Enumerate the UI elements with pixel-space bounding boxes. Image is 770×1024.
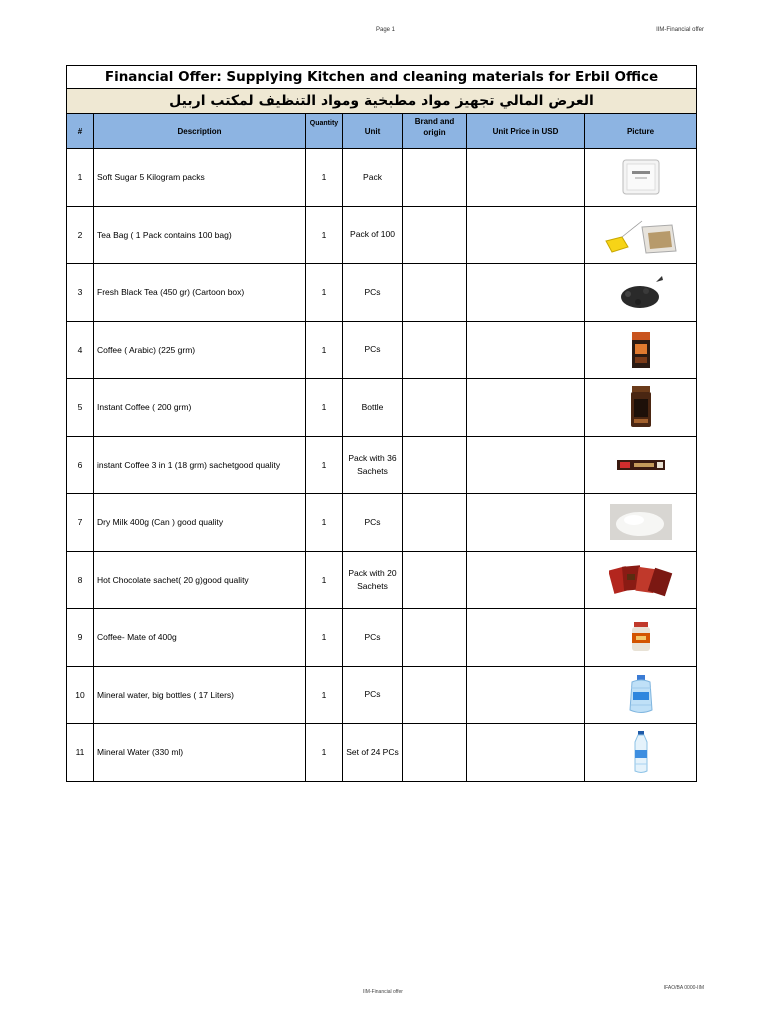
row-quantity: 1 [306, 206, 343, 264]
row-quantity: 1 [306, 666, 343, 724]
row-unit-price-input[interactable] [467, 551, 585, 609]
table-row [67, 494, 697, 552]
row-unit-price-input[interactable] [467, 206, 585, 264]
row-quantity: 1 [306, 436, 343, 494]
row-unit: Pack of 100 [343, 206, 403, 264]
coffee-jar-icon [629, 385, 653, 429]
row-unit: PCs [343, 321, 403, 379]
row-description: Coffee- Mate of 400g [94, 609, 306, 667]
col-header-unit-price: Unit Price in USD [467, 114, 585, 149]
col-header-picture: Picture [585, 114, 697, 149]
row-brand-input[interactable] [403, 494, 467, 552]
row-number: 10 [67, 666, 94, 724]
row-description: Mineral Water (330 ml) [94, 724, 306, 782]
row-number: 4 [67, 321, 94, 379]
col-header-description: Description [94, 114, 306, 149]
footer-reference: IIM-Financial offer [363, 989, 403, 995]
row-unit-price-input[interactable] [467, 494, 585, 552]
row-unit-price-input[interactable] [467, 321, 585, 379]
row-brand-input[interactable] [403, 149, 467, 207]
row-unit: Pack [343, 149, 403, 207]
table-row [67, 436, 697, 494]
row-number: 2 [67, 206, 94, 264]
row-unit: PCs [343, 494, 403, 552]
row-description: Soft Sugar 5 Kilogram packs [94, 149, 306, 207]
financial-offer-table [66, 65, 697, 782]
file-reference: IIM-Financial offer [656, 27, 704, 33]
row-unit-price-input[interactable] [467, 149, 585, 207]
coffee-sachet-icon [616, 458, 666, 472]
row-number: 9 [67, 609, 94, 667]
row-description: instant Coffee 3 in 1 (18 grm) sachetgood quality [94, 436, 306, 494]
row-unit: PCs [343, 264, 403, 322]
row-number: 3 [67, 264, 94, 322]
row-quantity: 1 [306, 149, 343, 207]
row-quantity: 1 [306, 724, 343, 782]
table-row [67, 379, 697, 437]
water-bottle-icon [631, 730, 651, 774]
row-unit: Bottle [343, 379, 403, 437]
row-number: 8 [67, 551, 94, 609]
table-row [67, 551, 697, 609]
row-quantity: 1 [306, 379, 343, 437]
row-brand-input[interactable] [403, 666, 467, 724]
row-unit-price-input[interactable] [467, 379, 585, 437]
water-jug-icon [626, 674, 656, 716]
tea-bag-icon [602, 215, 680, 255]
row-number: 6 [67, 436, 94, 494]
loose-tea-icon [616, 272, 666, 312]
row-description: Mineral water, big bottles ( 17 Liters) [94, 666, 306, 724]
row-number: 5 [67, 379, 94, 437]
row-unit: Pack with 36 Sachets [343, 436, 403, 494]
table-row [67, 609, 697, 667]
row-unit-price-input[interactable] [467, 264, 585, 322]
row-description: Hot Chocolate sachet( 20 g)good quality [94, 551, 306, 609]
row-unit: PCs [343, 666, 403, 724]
row-description: Dry Milk 400g (Can ) good quality [94, 494, 306, 552]
row-number: 7 [67, 494, 94, 552]
col-header-quantity: Quantity [306, 114, 343, 149]
page-number: Page 1 [376, 27, 396, 33]
sugar-bag-icon [618, 157, 664, 197]
col-header-brand: Brand and origin [403, 114, 467, 149]
table-row [67, 321, 697, 379]
row-description: Tea Bag ( 1 Pack contains 100 bag) [94, 206, 306, 264]
row-unit: PCs [343, 609, 403, 667]
row-brand-input[interactable] [403, 206, 467, 264]
row-quantity: 1 [306, 264, 343, 322]
footer-code: IFAO/BA 0000-IIM [663, 985, 704, 991]
row-number: 11 [67, 724, 94, 782]
col-header-number: # [67, 114, 94, 149]
chocolate-sachets-icon [609, 560, 673, 600]
table-header [67, 114, 697, 149]
row-brand-input[interactable] [403, 609, 467, 667]
milk-powder-icon [610, 504, 672, 540]
table-row [67, 666, 697, 724]
table-row [67, 206, 697, 264]
row-brand-input[interactable] [403, 379, 467, 437]
offer-title-arabic: العرض المالي تجهيز مواد مطبخية ومواد التنظيف لمكتب اربيل [67, 89, 697, 114]
row-description: Instant Coffee ( 200 grm) [94, 379, 306, 437]
row-description: Coffee ( Arabic) (225 grm) [94, 321, 306, 379]
row-quantity: 1 [306, 494, 343, 552]
creamer-jar-icon [630, 621, 652, 653]
row-quantity: 1 [306, 609, 343, 667]
row-description: Fresh Black Tea (450 gr) (Cartoon box) [94, 264, 306, 322]
coffee-pack-icon [629, 330, 653, 370]
row-brand-input[interactable] [403, 436, 467, 494]
col-header-unit: Unit [343, 114, 403, 149]
row-brand-input[interactable] [403, 264, 467, 322]
row-unit-price-input[interactable] [467, 724, 585, 782]
table-row [67, 264, 697, 322]
row-brand-input[interactable] [403, 551, 467, 609]
table-row [67, 149, 697, 207]
row-unit-price-input[interactable] [467, 666, 585, 724]
row-brand-input[interactable] [403, 724, 467, 782]
row-number: 1 [67, 149, 94, 207]
row-unit: Pack with 20 Sachets [343, 551, 403, 609]
row-unit: Set of 24 PCs [343, 724, 403, 782]
row-unit-price-input[interactable] [467, 609, 585, 667]
row-unit-price-input[interactable] [467, 436, 585, 494]
offer-title: Financial Offer: Supplying Kitchen and cleaning materials for Erbil Office [67, 66, 697, 89]
row-quantity: 1 [306, 321, 343, 379]
table-row [67, 724, 697, 782]
row-brand-input[interactable] [403, 321, 467, 379]
row-quantity: 1 [306, 551, 343, 609]
